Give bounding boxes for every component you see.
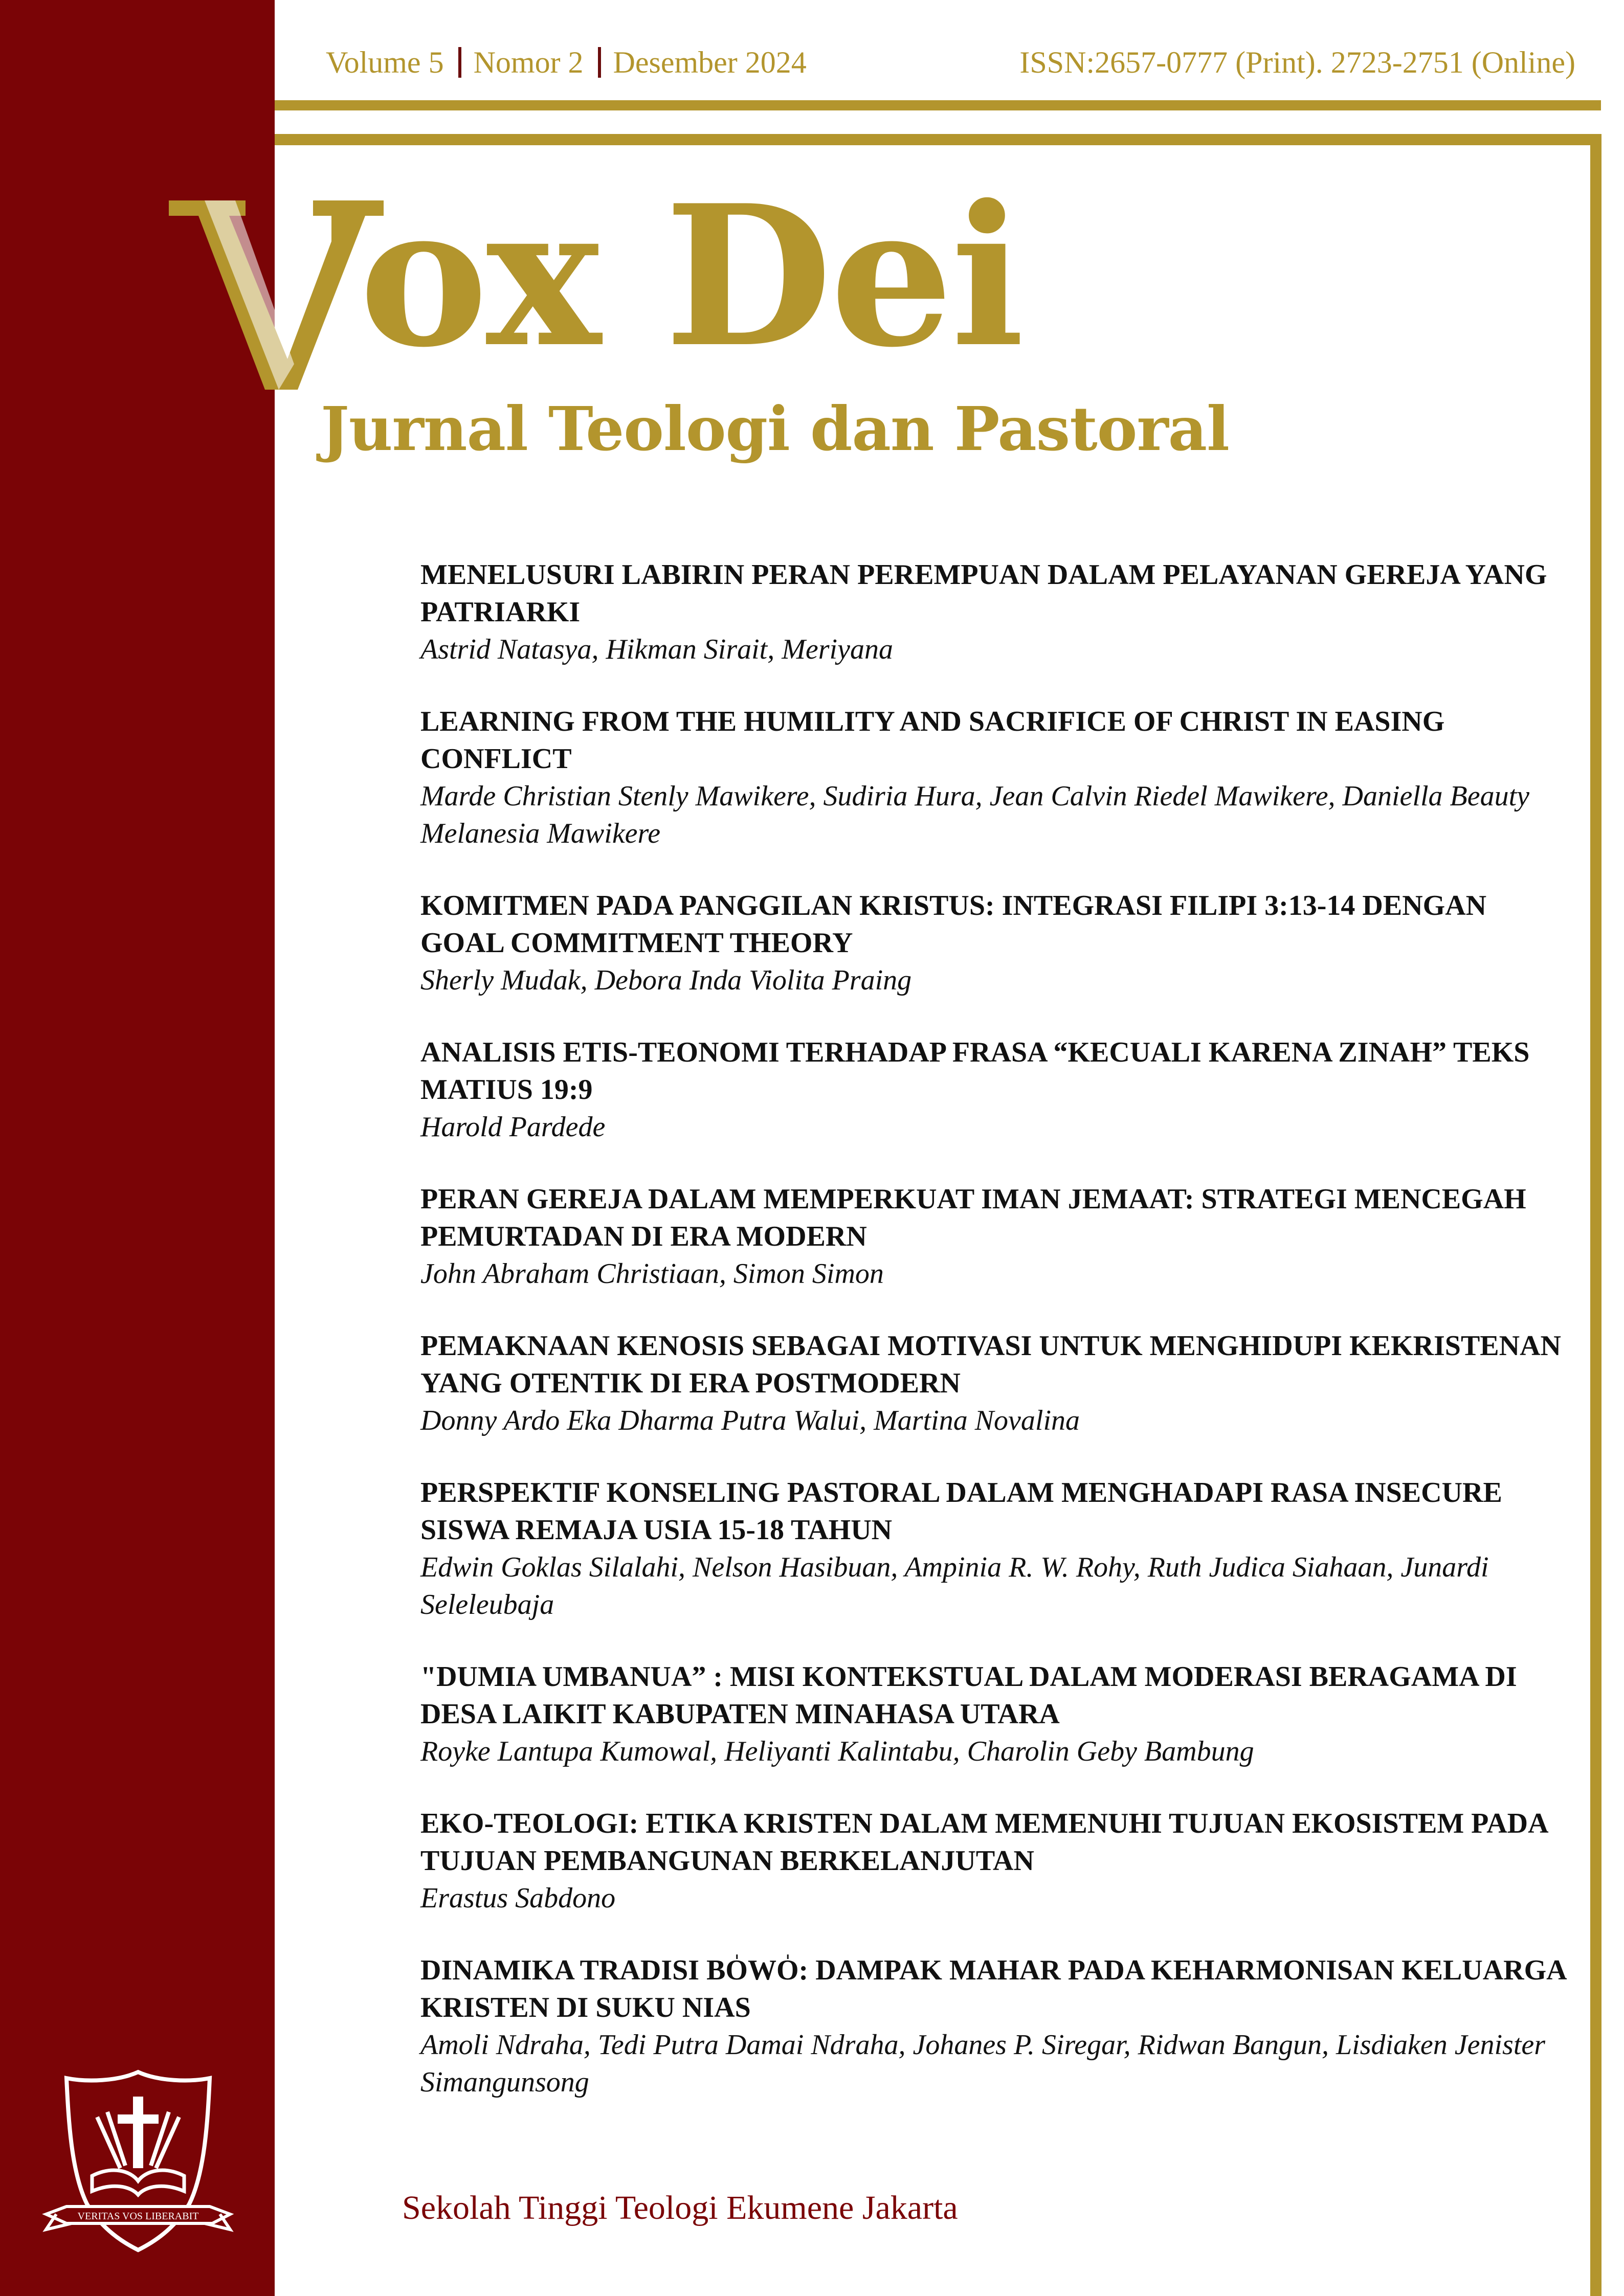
article-authors: Edwin Goklas Silalahi, Nelson Hasibuan, Ampinia R. W. Rohy, Ruth Judica Siahaan, Junardi Seleleubaja xyxy=(420,1551,1489,1620)
article-title: KOMITMEN PADA PANGGILAN KRISTUS: INTEGRASI FILIPI 3:13-14 DENGAN GOAL COMMITMENT THEORY xyxy=(420,890,1487,959)
title-initial-v xyxy=(169,185,384,405)
article-authors: Astrid Natasya, Hikman Sirait, Meriyana xyxy=(420,634,893,665)
article-entry[interactable] xyxy=(420,1658,1566,1770)
article-title: EKO-TEOLOGI: ETIKA KRISTEN DALAM MEMENUHI TUJUAN EKOSISTEM PADA TUJUAN PEMBANGUNAN BERKELANJUTAN xyxy=(420,1808,1547,1877)
article-title: DINAMIKA TRADISI BO̍WO̍: DAMPAK MAHAR PADA KEHARMONISAN KELUARGA KRISTEN DI SUKU NIAS xyxy=(420,1954,1566,2023)
article-entry[interactable] xyxy=(420,556,1566,668)
article-title: "DUMIA UMBANUA” : MISI KONTEKSTUAL DALAM MODERASI BERAGAMA DI DESA LAIKIT KABUPATEN MINAHASA UTARA xyxy=(420,1661,1517,1730)
issue-info xyxy=(326,42,807,83)
table-of-contents xyxy=(420,556,1566,2136)
article-entry[interactable] xyxy=(420,703,1566,852)
article-authors: Royke Lantupa Kumowal, Heliyanti Kalintabu, Charolin Geby Bambung xyxy=(420,1736,1254,1767)
article-authors: Donny Ardo Eka Dharma Putra Walui, Martina Novalina xyxy=(420,1405,1080,1436)
journal-subtitle: Jurnal Teologi dan Pastoral xyxy=(321,393,1229,464)
article-authors: Amoli Ndraha, Tedi Putra Damai Ndraha, Johanes P. Siregar, Ridwan Bangun, Lisdiaken Jenister Simangunsong xyxy=(420,2029,1546,2098)
article-title: PERAN GEREJA DALAM MEMPERKUAT IMAN JEMAAT: STRATEGI MENCEGAH PEMURTADAN DI ERA MODERN xyxy=(420,1183,1526,1252)
article-entry[interactable] xyxy=(420,1952,1566,2101)
cross-shield-emblem-icon xyxy=(36,2061,240,2265)
article-title: PEMAKNAAN KENOSIS SEBAGAI MOTIVASI UNTUK MENGHIDUPI KEKRISTENAN YANG OTENTIK DI ERA POSTMODERN xyxy=(420,1330,1561,1399)
article-entry[interactable] xyxy=(420,1327,1566,1439)
article-authors: Harold Pardede xyxy=(420,1111,606,1143)
article-entry[interactable] xyxy=(420,1474,1566,1624)
top-gold-rule xyxy=(275,100,1601,110)
number-label: Nomor 2 xyxy=(473,45,584,79)
article-entry[interactable] xyxy=(420,887,1566,999)
logo-motto: VERITAS VOS LIBERABIT xyxy=(77,2211,199,2222)
article-entry[interactable] xyxy=(420,1181,1566,1293)
separator xyxy=(458,47,461,78)
issn-label: ISSN:2657-0777 (Print). 2723-2751 (Online) xyxy=(1019,45,1575,79)
journal-title: ox Dei xyxy=(359,163,1022,390)
article-entry[interactable] xyxy=(420,1805,1566,1917)
article-entry[interactable] xyxy=(420,1034,1566,1146)
separator xyxy=(598,47,601,78)
volume-label: Volume 5 xyxy=(326,45,444,79)
date-label: Desember 2024 xyxy=(613,45,807,79)
article-title: LEARNING FROM THE HUMILITY AND SACRIFICE OF CHRIST IN EASING CONFLICT xyxy=(420,706,1445,775)
article-authors: John Abraham Christiaan, Simon Simon xyxy=(420,1258,884,1290)
article-title: ANALISIS ETIS-TEONOMI TERHADAP FRASA “KECUALI KARENA ZINAH” TEKS MATIUS 19:9 xyxy=(420,1037,1530,1106)
article-authors: Erastus Sabdono xyxy=(420,1882,616,1914)
article-authors: Marde Christian Stenly Mawikere, Sudiria Hura, Jean Calvin Riedel Mawikere, Daniella Beauty Melanesia Mawikere xyxy=(420,780,1530,849)
institution-name: Sekolah Tinggi Teologi Ekumene Jakarta xyxy=(402,2189,958,2226)
article-title: MENELUSURI LABIRIN PERAN PEREMPUAN DALAM PELAYANAN GEREJA YANG PATRIARKI xyxy=(420,559,1547,628)
article-title: PERSPEKTIF KONSELING PASTORAL DALAM MENGHADAPI RASA INSECURE SISWA REMAJA USIA 15-18 TAHUN xyxy=(420,1477,1502,1546)
article-authors: Sherly Mudak, Debora Inda Violita Praing xyxy=(420,964,912,996)
